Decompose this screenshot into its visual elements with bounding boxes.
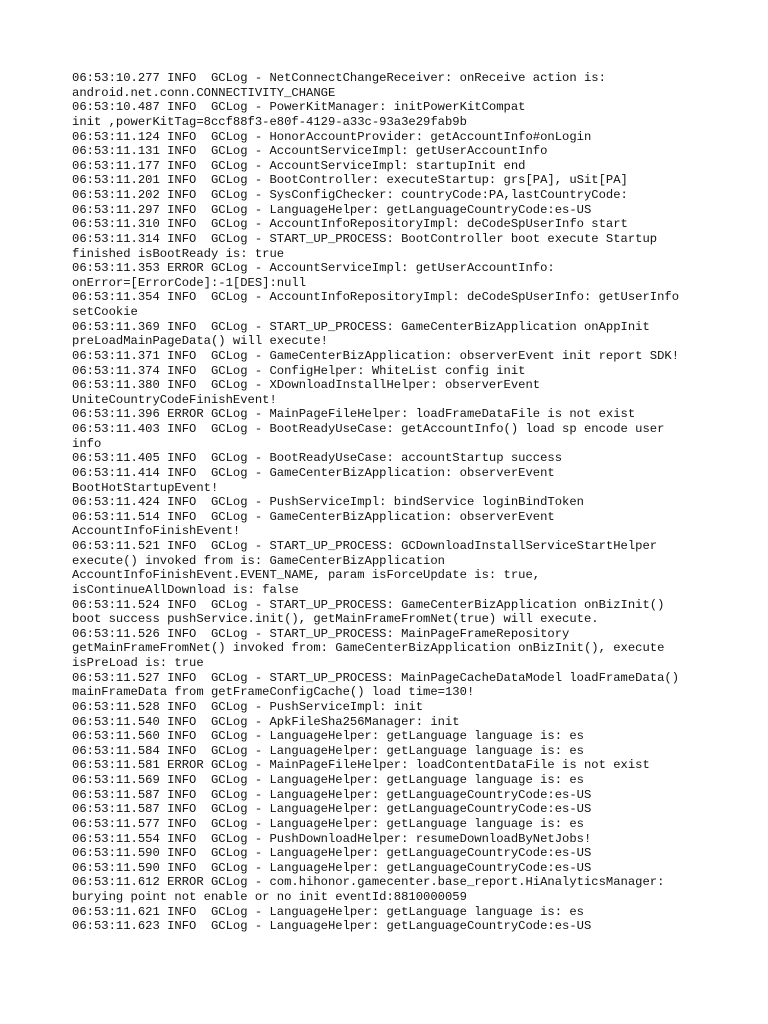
log-line: burying point not enable or no init eventId:8810000059 [72, 890, 467, 904]
log-line: 06:53:11.201 INFO GCLog - BootController: executeStartup: grs[PA], uSit[PA] [72, 173, 628, 188]
log-line: 06:53:11.584 INFO GCLog - LanguageHelper: getLanguage language is: es [72, 743, 584, 758]
log-line: 06:53:11.527 INFO GCLog - START_UP_PROCESS: MainPageCacheDataModel loadFrameData() [72, 670, 680, 685]
log-line: 06:53:11.131 INFO GCLog - AccountServiceImpl: getUserAccountInfo [72, 144, 548, 159]
log-line: 06:53:11.590 INFO GCLog - LanguageHelper: getLanguageCountryCode:es-US [72, 860, 592, 875]
log-line: 06:53:11.623 INFO GCLog - LanguageHelper: getLanguageCountryCode:es-US [72, 919, 592, 934]
log-line: 06:53:11.396 ERROR GCLog - MainPageFileHelper: loadFrameDataFile is not exist [72, 407, 636, 422]
log-line: 06:53:11.569 INFO GCLog - LanguageHelper: getLanguage language is: es [72, 773, 584, 787]
log-line: 06:53:11.514 INFO GCLog - GameCenterBizApplication: observerEvent [72, 509, 555, 524]
log-line: execute() invoked from is: GameCenterBizApplication [72, 553, 445, 568]
log-line: isPreLoad is: true [72, 656, 204, 670]
log-line: 06:53:10.277 INFO GCLog - NetConnectChangeReceiver: onReceive action is: [72, 71, 606, 85]
log-line: 06:53:11.521 INFO GCLog - START_UP_PROCESS: GCDownloadInstallServiceStartHelper [72, 539, 658, 553]
log-line: 06:53:11.414 INFO GCLog - GameCenterBizApplication: observerEvent [72, 465, 555, 480]
log-line: 06:53:11.590 INFO GCLog - LanguageHelper: getLanguageCountryCode:es-US [72, 846, 592, 861]
log-line: init ,powerKitTag=8ccf88f3-e80f-4129-a33c-93a3e29fab9b [72, 114, 467, 129]
log-line: AccountInfoFinishEvent! [72, 524, 241, 539]
log-line: finished isBootReady is: true [72, 246, 285, 261]
log-line: preLoadMainPageData() will execute! [72, 334, 328, 349]
log-line: setCookie [72, 305, 138, 319]
log-line: 06:53:11.560 INFO GCLog - LanguageHelper: getLanguage language is: es [72, 729, 584, 744]
log-line: boot success pushService.init(), getMainFrameFromNet(true) will execute. [72, 612, 599, 627]
log-line: isContinueAllDownload is: false [72, 582, 299, 597]
log-line: 06:53:11.581 ERROR GCLog - MainPageFileHelper: loadContentDataFile is not exist [72, 758, 650, 773]
log-line: 06:53:11.526 INFO GCLog - START_UP_PROCESS: MainPageFrameRepository [72, 626, 570, 641]
log-line: onError=[ErrorCode]:-1[DES]:null [72, 275, 307, 290]
log-text-view [72, 71, 732, 934]
log-line: 06:53:11.353 ERROR GCLog - AccountServiceImpl: getUserAccountInfo: [72, 261, 555, 276]
log-line: 06:53:11.424 INFO GCLog - PushServiceImpl: bindService loginBindToken [72, 495, 584, 510]
log-line: 06:53:11.354 INFO GCLog - AccountInfoRepositoryImpl: deCodeSpUserInfo: getUserInfo [72, 290, 680, 305]
log-line: 06:53:11.405 INFO GCLog - BootReadyUseCase: accountStartup success [72, 451, 563, 466]
log-line: 06:53:11.177 INFO GCLog - AccountServiceImpl: startupInit end [72, 158, 526, 173]
log-line: BootHotStartupEvent! [72, 480, 219, 495]
log-line: getMainFrameFromNet() invoked from: GameCenterBizApplication onBizInit(), execute [72, 641, 665, 656]
log-line: 06:53:11.554 INFO GCLog - PushDownloadHelper: resumeDownloadByNetJobs! [72, 831, 592, 846]
log-line: mainFrameData from getFrameConfigCache() load time=130! [72, 685, 475, 700]
log-line: 06:53:11.612 ERROR GCLog - com.hihonor.gamecenter.base_report.HiAnalyticsManager: [72, 875, 665, 890]
log-line: 06:53:11.371 INFO GCLog - GameCenterBizApplication: observerEvent init report SDK! [72, 348, 680, 363]
log-line: 06:53:11.374 INFO GCLog - ConfigHelper: WhiteList config init [72, 363, 526, 378]
log-line: 06:53:11.587 INFO GCLog - LanguageHelper: getLanguageCountryCode:es-US [72, 802, 592, 817]
log-line: 06:53:11.297 INFO GCLog - LanguageHelper: getLanguageCountryCode:es-US [72, 202, 592, 217]
log-line: 06:53:11.524 INFO GCLog - START_UP_PROCESS: GameCenterBizApplication onBizInit() [72, 597, 665, 612]
log-line: UniteCountryCodeFinishEvent! [72, 392, 277, 407]
log-line: 06:53:11.314 INFO GCLog - START_UP_PROCESS: BootController boot execute Startup [72, 231, 658, 246]
log-line: android.net.conn.CONNECTIVITY_CHANGE [72, 85, 336, 100]
log-line: 06:53:11.587 INFO GCLog - LanguageHelper: getLanguageCountryCode:es-US [72, 787, 592, 802]
log-line: 06:53:11.528 INFO GCLog - PushServiceImpl: init [72, 699, 424, 714]
log-line: 06:53:11.310 INFO GCLog - AccountInfoRepositoryImpl: deCodeSpUserInfo start [72, 217, 628, 232]
log-line: info [72, 436, 102, 451]
log-line: 06:53:11.403 INFO GCLog - BootReadyUseCase: getAccountInfo() load sp encode user [72, 422, 665, 436]
log-line: 06:53:11.124 INFO GCLog - HonorAccountProvider: getAccountInfo#onLogin [72, 129, 592, 144]
log-line: AccountInfoFinishEvent.EVENT_NAME, param isForceUpdate is: true, [72, 568, 541, 583]
log-line: 06:53:11.621 INFO GCLog - LanguageHelper: getLanguage language is: es [72, 904, 584, 919]
log-line: 06:53:11.540 INFO GCLog - ApkFileSha256Manager: init [72, 714, 460, 729]
log-line: 06:53:10.487 INFO GCLog - PowerKitManager: initPowerKitCompat [72, 100, 526, 115]
log-line: 06:53:11.369 INFO GCLog - START_UP_PROCESS: GameCenterBizApplication onAppInit [72, 319, 650, 334]
log-line: 06:53:11.380 INFO GCLog - XDownloadInstallHelper: observerEvent [72, 378, 541, 393]
log-line: 06:53:11.202 INFO GCLog - SysConfigChecker: countryCode:PA,lastCountryCode: [72, 188, 628, 202]
log-line: 06:53:11.577 INFO GCLog - LanguageHelper: getLanguage language is: es [72, 816, 584, 831]
